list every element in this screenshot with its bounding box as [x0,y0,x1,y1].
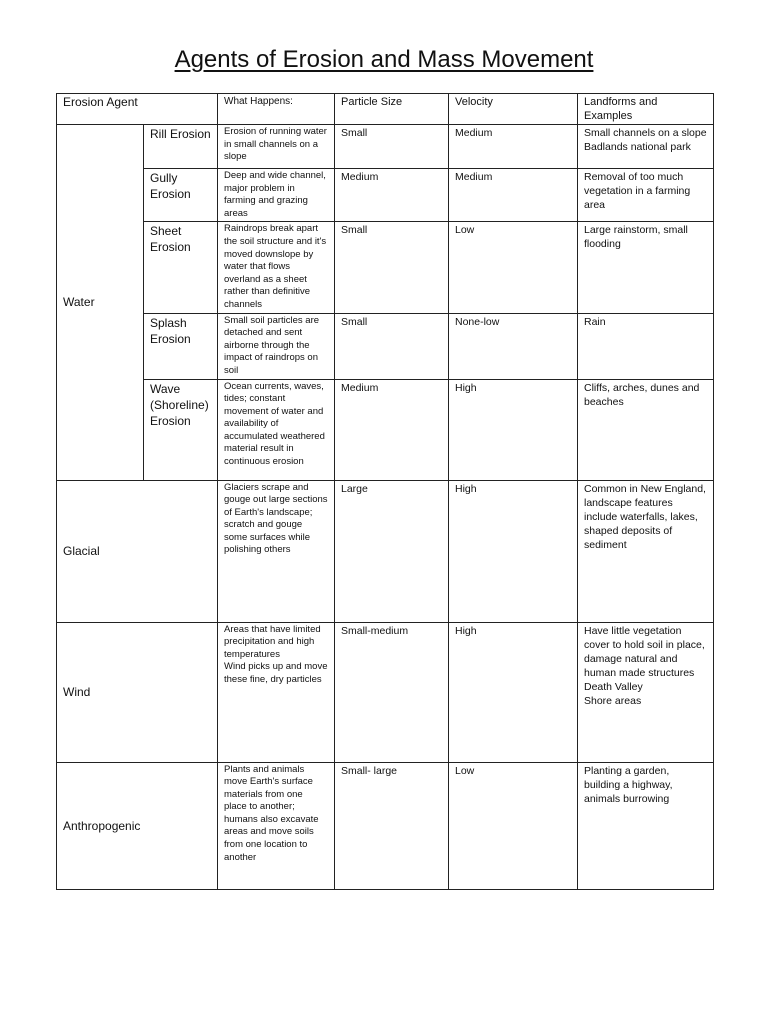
header-particle-size: Particle Size [335,94,449,125]
sub-agent-wave: Wave (Shoreline) Erosion [144,379,218,480]
size-rill: Small [335,125,449,169]
size-splash: Small [335,313,449,379]
velocity-sheet: Low [449,222,578,313]
velocity-wave: High [449,379,578,480]
erosion-table [56,93,714,890]
size-anthropogenic: Small- large [335,762,449,889]
table-row-glacial [57,480,714,622]
what-gully: Deep and wide channel, major problem in farming and grazing areas [218,169,335,222]
agent-water: Water [57,125,144,481]
size-wind: Small-medium [335,622,449,762]
landform-line: Shore areas [584,694,642,707]
table-row-wind [57,622,714,762]
header-landforms: Landforms and Examples [578,94,714,125]
size-gully: Medium [335,169,449,222]
landforms-gully: Removal of too much vegetation in a farming area [578,169,714,222]
table-header-row [57,94,714,125]
what-line: Wind picks up and move these fine, dry particles [224,661,328,685]
table-row-wave [57,379,714,480]
header-erosion-agent: Erosion Agent [57,94,218,125]
landform-line: Have little vegetation cover to hold soil in place, damage natural and human made structures [584,624,705,679]
what-sheet: Raindrops break apart the soil structure and it's moved downslope by water that flows overland as a sheet rather than definitive channels [218,222,335,313]
size-glacial: Large [335,480,449,622]
what-rill: Erosion of running water in small channels on a slope [218,125,335,169]
landform-line: Badlands national park [584,141,691,153]
sub-agent-sheet: Sheet Erosion [144,222,218,313]
what-line: Areas that have limited precipitation and high temperatures [224,623,321,660]
header-what-happens: What Happens: [218,94,335,125]
what-wind [218,622,335,762]
table-row-splash [57,313,714,379]
landforms-anthropogenic: Planting a garden, building a highway, animals burrowing [578,762,714,889]
size-sheet: Small [335,222,449,313]
page-title: Agents of Erosion and Mass Movement [174,46,594,73]
table-row-rill [57,125,714,169]
velocity-gully: Medium [449,169,578,222]
landforms-glacial: Common in New England, landscape features include waterfalls, lakes, shaped deposits of sediment [578,480,714,622]
landform-line: Death Valley [584,680,643,693]
landforms-wave: Cliffs, arches, dunes and beaches [578,379,714,480]
sub-agent-gully: Gully Erosion [144,169,218,222]
landforms-wind [578,622,714,762]
what-anthropogenic: Plants and animals move Earth's surface materials from one place to another; humans also excavate areas and move soils from one location to another [218,762,335,889]
what-glacial: Glaciers scrape and gouge out large sections of Earth's landscape; scratch and gouge some surfaces while polishing others [218,480,335,622]
velocity-wind: High [449,622,578,762]
agent-anthropogenic: Anthropogenic [57,762,218,889]
landform-line: Small channels on a slope [584,127,707,139]
landforms-rill [578,125,714,169]
agent-glacial: Glacial [57,480,218,622]
table-row-sheet [57,222,714,313]
velocity-glacial: High [449,480,578,622]
velocity-rill: Medium [449,125,578,169]
agent-wind: Wind [57,622,218,762]
velocity-splash: None-low [449,313,578,379]
velocity-anthropogenic: Low [449,762,578,889]
header-velocity: Velocity [449,94,578,125]
what-wave: Ocean currents, waves, tides; constant movement of water and availability of accumulated weathered material result in continuous erosion [218,379,335,480]
size-wave: Medium [335,379,449,480]
table-row-anthropogenic [57,762,714,889]
table-row-gully [57,169,714,222]
landforms-splash: Rain [578,313,714,379]
what-splash: Small soil particles are detached and sent airborne through the impact of raindrops on soil [218,313,335,379]
sub-agent-splash: Splash Erosion [144,313,218,379]
landforms-sheet: Large rainstorm, small flooding [578,222,714,313]
sub-agent-rill: Rill Erosion [144,125,218,169]
